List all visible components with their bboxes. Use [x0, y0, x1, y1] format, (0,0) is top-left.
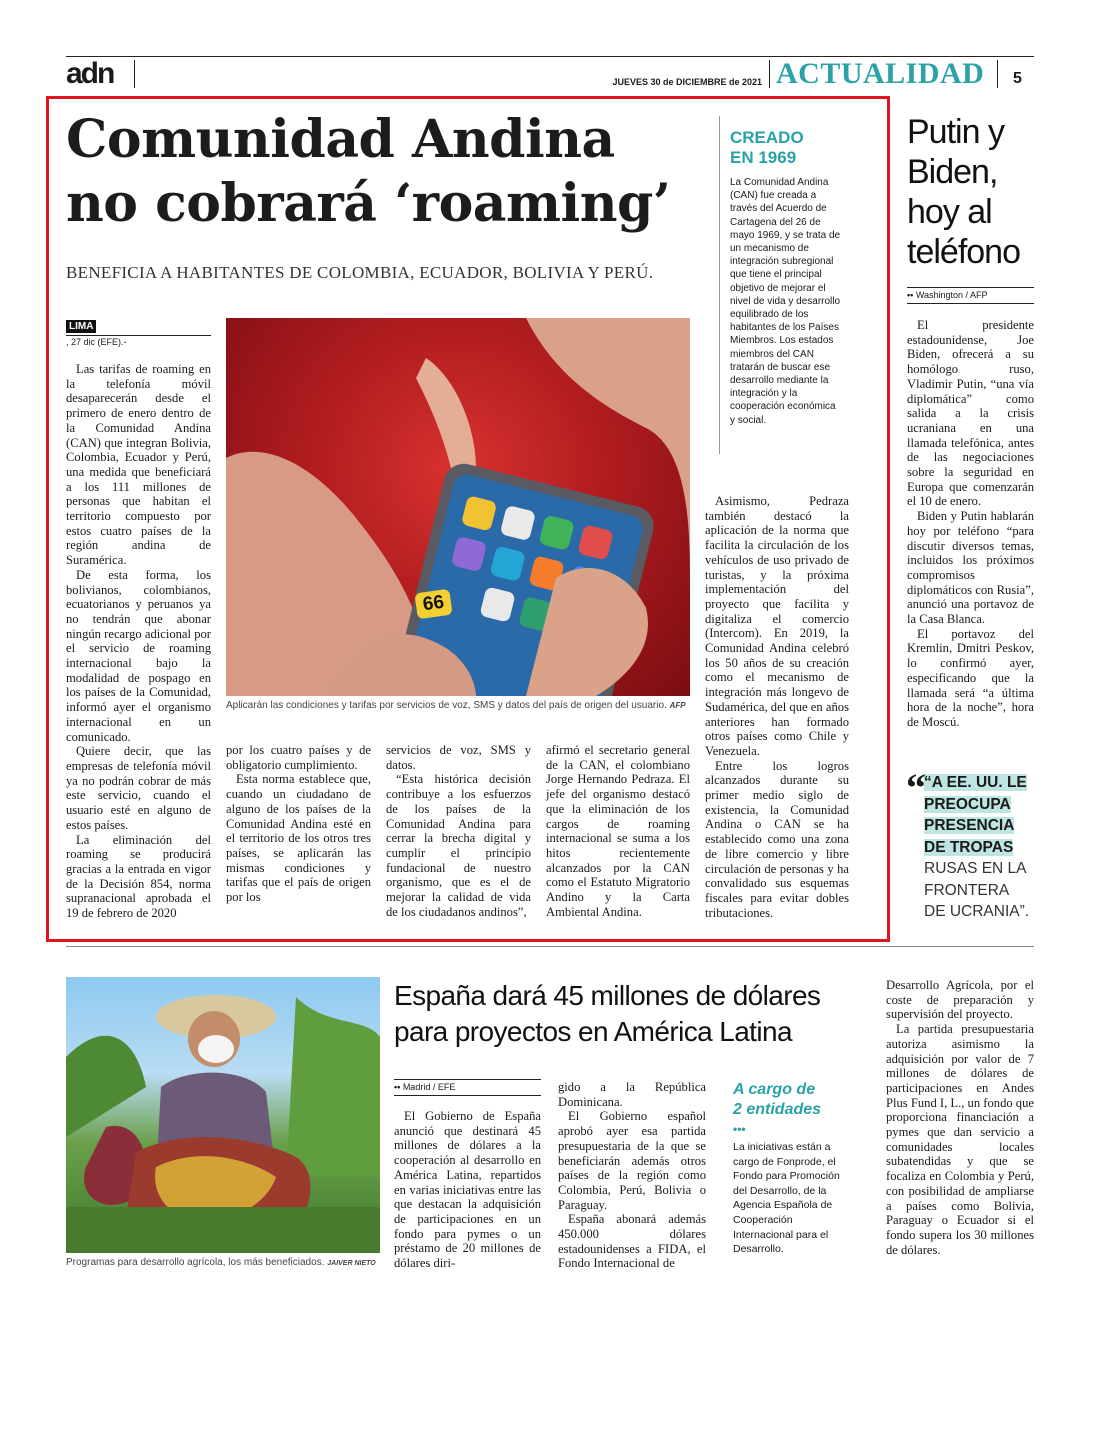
page-number: 5 [1013, 70, 1022, 87]
putin-pull-quote [906, 765, 1036, 923]
quote-line: PREOCUPA [924, 795, 1011, 813]
paragraph: Desarrollo Agrícola, por el coste de preparación y supervisión del proyecto. [886, 978, 1034, 1022]
sidebar-title-1: CREADO [730, 128, 804, 147]
putin-headline: Putin y Biden, hoy al teléfono [907, 113, 1020, 271]
putin-rule-top [907, 287, 1034, 288]
spain-dateline: •• Madrid / EFE [394, 1082, 456, 1092]
putin-dateline: •• Washington / AFP [907, 290, 988, 300]
spain-box-title-2: 2 entidades [733, 1101, 822, 1118]
quote-line: DE UCRANIA”. [924, 903, 1030, 920]
photo-caption-text: Aplicarán las condiciones y tarifas por servicios de voz, SMS y datos del país de origen del usuario. [226, 700, 667, 711]
story-divider [66, 946, 1034, 947]
putin-rule-bottom [907, 303, 1034, 304]
masthead-rule [66, 56, 1034, 57]
spain-dateline-text: Madrid / EFE [402, 1082, 456, 1092]
paragraph: Biden y Putin hablarán hoy por teléfono “para discutir diversos temas, incluidos los próximos compromisos diplomáticos con Rusia”, anunció una portavoz de la Casa Blanca. [907, 509, 1034, 627]
masthead-divider-3 [997, 60, 998, 88]
paragraph: por los cuatro países y de obligatorio cumplimiento. [226, 743, 371, 772]
sidebar-box-created [719, 116, 878, 454]
farmer-photo [66, 977, 380, 1253]
quote-line: RUSAS EN LA [924, 860, 1027, 877]
masthead-logo: adn [66, 57, 114, 90]
phone-photo [226, 318, 690, 696]
main-col-3 [386, 743, 531, 919]
spain-sidebar-box [733, 1080, 843, 1257]
paragraph: Quiere decir, que las empresas de telefonía móvil ya no podrán cobrar de más este servicio, cuando el usuario esté en alguno de estos países. [66, 744, 211, 832]
main-col-1 [66, 362, 211, 921]
quote-mark-icon: “ [906, 765, 926, 810]
paragraph: La eliminación del roaming se producirá gracias a la entrada en vigor de la Decisión 854, norma supranacional aprobada el 19 de febrero de 2020 [66, 832, 211, 921]
paragraph: Asimismo, Pedraza también destacó la aplicación de la norma que facilita la circulación de los vehículos de uso privado de turistas, y la próxima implementación del proyecto que facilita y digitaliza el comercio (Intercom). En 2019, la Comunidad Andina celebró los 50 años de su creación como el mecanismo de integración más longevo de Sudamérica, del que en años anteriores han formado otros países como Chile y Venezuela. [705, 494, 849, 758]
spain-headline-line-2: para proyectos en América Latina [394, 1016, 792, 1047]
main-headline [66, 108, 706, 236]
masthead-divider-2 [769, 60, 770, 88]
spain-col-2 [558, 1080, 706, 1271]
spain-col-4 [886, 978, 1034, 1257]
paragraph: afirmó el secretario general de la CAN, el colombiano Jorge Hernando Pedraza. El jefe del organismo destacó que la eliminación de los cargos de roaming internacional se suma a los hitos recientemente alcanzados por la CAN como el Estatuto Migratorio Andino y la Carta Ambiental Andina. [546, 743, 690, 919]
spain-box-dots: ••• [733, 1122, 746, 1136]
main-col-4 [546, 743, 690, 919]
paragraph: De esta forma, los bolivianos, colombianos, ecuatorianos y peruanos ya no tendrán que abonar ningún recargo adicional por el servicio de roaming internacional bajo la modalidad de pospago en los países de la Comunidad, informó ayer el organismo internacional en un comunicado. [66, 567, 211, 744]
paragraph: Las tarifas de roaming en la telefonía móvil desaparecerán desde el primero de enero dentro de la Comunidad Andina (CAN) que integran Bolivia, Colombia, Ecuador y Perú, una medida que beneficiará a los 111 millones de personas que habitan el territorio compuesto por estos cuatro países de la región andina de Suramérica. [66, 362, 211, 568]
paragraph: El Gobierno español aprobó ayer esa partida presupuestaria de la que se beneficiarán además otros países de la región como Colombia, Perú, Bolivia o Paraguay. [558, 1109, 706, 1212]
spain-box-title-1: A cargo de [733, 1081, 816, 1098]
paragraph: “Esta histórica decisión contribuye a los esfuerzos de los países de la Comunidad Andina para cerrar la brecha digital y cumplir el principio fundacional de nuestro organismo, que es el de mejorar la calidad de vida de los ciudadanos andinos”, [386, 772, 531, 919]
paragraph: La partida presupuestaria autoriza asimismo la adquisición por valor de 7 millones de dólares de participaciones en Andes Plus Fund I, L., un fondo que proporciona financiación a pymes que dan servicio a comunidades locales subatendidas y que se focaliza en Colombia y Perú, con posibilidad de ampliarse a países como Bolivia, Paraguay o Ecuador si el fondo supera los 30 millones de dólares. [886, 1022, 1034, 1257]
putin-dateline-text: Washington / AFP [915, 290, 988, 300]
spain-box-text: La iniciativas están a cargo de Fonprode, el Fondo para Promoción del Desarrollo, de la Agencia Española de Cooperación Internacional para el Desarrollo. [733, 1141, 840, 1256]
farmer-illustration [66, 977, 380, 1253]
spain-headline [394, 978, 864, 1050]
paragraph: gido a la República Dominicana. [558, 1080, 706, 1109]
paragraph: El presidente estadounidense, Joe Biden, ofrecerá a su homólogo ruso, Vladimir Putin, “una vía diplomática” como salida a la crisis ucraniana en una llamada telefónica, antes de las negociaciones sobre la seguridad en Europa que comenzarán el 10 de enero. [907, 318, 1034, 509]
spain-rule-top [394, 1079, 541, 1080]
quote-line: DE TROPAS [924, 838, 1014, 856]
headline-line-1: Comunidad Andina [66, 109, 615, 170]
quote-line: PRESENCIA [924, 817, 1015, 834]
main-col-5 [705, 494, 849, 920]
main-col-2 [226, 743, 371, 905]
paragraph: El portavoz del Kremlin, Dmitri Peskov, lo confirmó ayer, especificando que la llamada será “a última hora de la noche”, hora de Moscú. [907, 626, 1034, 729]
paragraph: Entre los logros alcanzados durante su primer medio siglo de existencia, la Comunidad Andina o CAN se ha establecido como una zona de libre comercio y libre circulación de personas y ha convalidado sus esquemas fiscales para evitar dobles tributaciones. [705, 758, 849, 920]
farmer-photo-caption [66, 1257, 380, 1268]
sidebar-title-2: EN 1969 [730, 148, 797, 167]
farmer-caption-text: Programas para desarrollo agrícola, los más beneficiados. [66, 1257, 325, 1268]
dateline-city: LIMA [66, 320, 96, 333]
sidebar-text: La Comunidad Andina (CAN) fue creada a través del Acuerdo de Cartagena del 26 de mayo 1969, y se trata de un mecanismo de integración subregional que tiene el principal objetivo de mejorar el nivel de vida y desarrollo equilibrado de los habitantes de los Países Miembros. Los estados miembros del CAN tratarán de buscar ese desarrollo mediante la integración y la cooperación económica y social. [730, 177, 841, 426]
masthead-divider [134, 60, 135, 88]
photo-credit: AFP [669, 701, 686, 710]
spain-col-1 [394, 1109, 541, 1271]
spain-headline-line-1: España dará 45 millones de dólares [394, 980, 821, 1011]
farmer-photo-credit: JAIVER NIETO [327, 1260, 376, 1267]
putin-body [907, 318, 1034, 730]
photo-caption [226, 700, 690, 711]
paragraph: Esta norma establece que, cuando un ciudadano de alguno de los países de la Comunidad Andina esté en el territorio de los otros tres países, se aplicarán las mismas condiciones y tarifas que el país de origen por los [226, 772, 371, 905]
paragraph: España abonará además 450.000 dólares estadounidenses a FIDA, el Fondo Internacional de [558, 1212, 706, 1271]
quote-line: “A EE. UU. LE [924, 774, 1027, 791]
headline-line-2: no cobrará ‘roaming’ [66, 173, 671, 234]
photo-badge: 66 [414, 589, 452, 620]
paragraph: El Gobierno de España anunció que destinará 45 millones de dólares a la cooperación al desarrollo en América Latina, repartidos en varias iniciativas entre las que destacan la adquisición de participaciones en un fondo para pymes o un préstamo de 20 millones de dólares diri- [394, 1109, 541, 1271]
paragraph: servicios de voz, SMS y datos. [386, 743, 531, 772]
quote-line: FRONTERA [924, 881, 1010, 899]
dateline-rest: , 27 dic (EFE).- [66, 335, 211, 347]
phone-illustration [226, 318, 690, 696]
section-title: ACTUALIDAD [776, 57, 985, 90]
spain-rule-bottom [394, 1095, 541, 1096]
masthead-date: JUEVES 30 de DICIEMBRE de 2021 [612, 77, 762, 87]
main-subhead: BENEFICIA A HABITANTES DE COLOMBIA, ECUADOR, BOLIVIA Y PERÚ. [66, 263, 654, 282]
